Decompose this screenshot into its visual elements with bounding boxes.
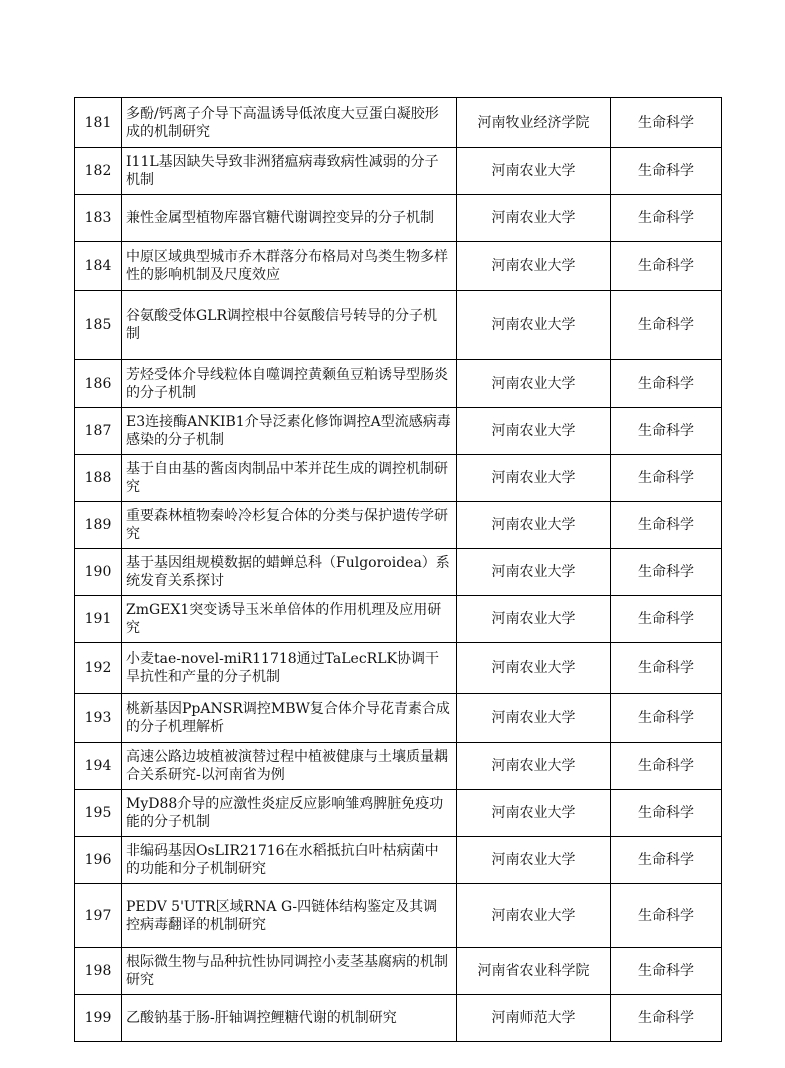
project-title: 乙酸钠基于肠-肝轴调控鲤糖代谢的机制研究 [122, 995, 457, 1042]
project-title: 非编码基因OsLIR21716在水稻抵抗白叶枯病菌中的功能和分子机制研究 [122, 837, 457, 884]
project-title: I11L基因缺失导致非洲猪瘟病毒致病性减弱的分子机制 [122, 148, 457, 195]
project-title: 芳烃受体介导线粒体自噬调控黄颡鱼豆粕诱导型肠炎的分子机制 [122, 360, 457, 408]
row-number: 182 [75, 148, 122, 195]
table-row [75, 148, 722, 195]
institution: 河南农业大学 [457, 148, 611, 195]
row-number: 198 [75, 948, 122, 995]
row-number: 183 [75, 195, 122, 242]
institution: 河南农业大学 [457, 291, 611, 360]
table-row [75, 98, 722, 148]
institution: 河南农业大学 [457, 884, 611, 948]
institution: 河南农业大学 [457, 596, 611, 643]
project-title: 高速公路边坡植被演替过程中植被健康与土壤质量耦合关系研究-以河南省为例 [122, 743, 457, 790]
field: 生命科学 [611, 98, 722, 148]
project-title: 重要森林植物秦岭冷杉复合体的分类与保护遗传学研究 [122, 502, 457, 549]
institution: 河南农业大学 [457, 549, 611, 596]
field: 生命科学 [611, 408, 722, 455]
project-title: 小麦tae-novel-miR11718通过TaLecRLK协调干旱抗性和产量的分子机制 [122, 643, 457, 694]
row-number: 191 [75, 596, 122, 643]
row-number: 188 [75, 455, 122, 502]
institution: 河南农业大学 [457, 743, 611, 790]
field: 生命科学 [611, 743, 722, 790]
institution: 河南省农业科学院 [457, 948, 611, 995]
project-title: PEDV 5'UTR区域RNA G-四链体结构鉴定及其调控病毒翻译的机制研究 [122, 884, 457, 948]
field: 生命科学 [611, 948, 722, 995]
institution: 河南农业大学 [457, 502, 611, 549]
field: 生命科学 [611, 837, 722, 884]
table-row [75, 291, 722, 360]
institution: 河南农业大学 [457, 643, 611, 694]
field: 生命科学 [611, 549, 722, 596]
institution: 河南牧业经济学院 [457, 98, 611, 148]
table-row [75, 455, 722, 502]
field: 生命科学 [611, 148, 722, 195]
field: 生命科学 [611, 455, 722, 502]
row-number: 186 [75, 360, 122, 408]
institution: 河南农业大学 [457, 455, 611, 502]
table-row [75, 743, 722, 790]
row-number: 199 [75, 995, 122, 1042]
table-row [75, 884, 722, 948]
project-title: MyD88介导的应激性炎症反应影响雏鸡脾脏免疫功能的分子机制 [122, 790, 457, 837]
project-title: 兼性金属型植物库器官糖代谢调控变异的分子机制 [122, 195, 457, 242]
table-row [75, 596, 722, 643]
table-row [75, 195, 722, 242]
project-title: 中原区域典型城市乔木群落分布格局对鸟类生物多样性的影响机制及尺度效应 [122, 242, 457, 291]
institution: 河南师范大学 [457, 995, 611, 1042]
institution: 河南农业大学 [457, 242, 611, 291]
table-row [75, 837, 722, 884]
project-table [74, 97, 722, 1042]
table-row [75, 790, 722, 837]
row-number: 189 [75, 502, 122, 549]
row-number: 195 [75, 790, 122, 837]
institution: 河南农业大学 [457, 408, 611, 455]
field: 生命科学 [611, 694, 722, 743]
institution: 河南农业大学 [457, 694, 611, 743]
row-number: 197 [75, 884, 122, 948]
field: 生命科学 [611, 790, 722, 837]
row-number: 185 [75, 291, 122, 360]
institution: 河南农业大学 [457, 195, 611, 242]
table-row [75, 549, 722, 596]
table-row [75, 948, 722, 995]
field: 生命科学 [611, 884, 722, 948]
field: 生命科学 [611, 195, 722, 242]
project-title: 多酚/钙离子介导下高温诱导低浓度大豆蛋白凝胶形成的机制研究 [122, 98, 457, 148]
row-number: 196 [75, 837, 122, 884]
table-row [75, 408, 722, 455]
row-number: 190 [75, 549, 122, 596]
row-number: 187 [75, 408, 122, 455]
project-title: E3连接酶ANKIB1介导泛素化修饰调控A型流感病毒感染的分子机制 [122, 408, 457, 455]
project-title: 谷氨酸受体GLR调控根中谷氨酸信号转导的分子机制 [122, 291, 457, 360]
table-row [75, 995, 722, 1042]
field: 生命科学 [611, 596, 722, 643]
table-row [75, 360, 722, 408]
project-title: 基于自由基的酱卤肉制品中苯并芘生成的调控机制研究 [122, 455, 457, 502]
table-row [75, 242, 722, 291]
table-row [75, 502, 722, 549]
table-row [75, 643, 722, 694]
row-number: 181 [75, 98, 122, 148]
row-number: 184 [75, 242, 122, 291]
project-title: ZmGEX1突变诱导玉米单倍体的作用机理及应用研究 [122, 596, 457, 643]
table-row [75, 694, 722, 743]
institution: 河南农业大学 [457, 790, 611, 837]
project-title: 基于基因组规模数据的蜡蝉总科（Fulgoroidea）系统发育关系探讨 [122, 549, 457, 596]
field: 生命科学 [611, 242, 722, 291]
project-title: 根际微生物与品种抗性协同调控小麦茎基腐病的机制研究 [122, 948, 457, 995]
field: 生命科学 [611, 360, 722, 408]
row-number: 193 [75, 694, 122, 743]
project-table-body [75, 98, 722, 1042]
institution: 河南农业大学 [457, 360, 611, 408]
row-number: 194 [75, 743, 122, 790]
field: 生命科学 [611, 502, 722, 549]
field: 生命科学 [611, 995, 722, 1042]
field: 生命科学 [611, 291, 722, 360]
field: 生命科学 [611, 643, 722, 694]
institution: 河南农业大学 [457, 837, 611, 884]
project-title: 桃新基因PpANSR调控MBW复合体介导花青素合成的分子机理解析 [122, 694, 457, 743]
row-number: 192 [75, 643, 122, 694]
